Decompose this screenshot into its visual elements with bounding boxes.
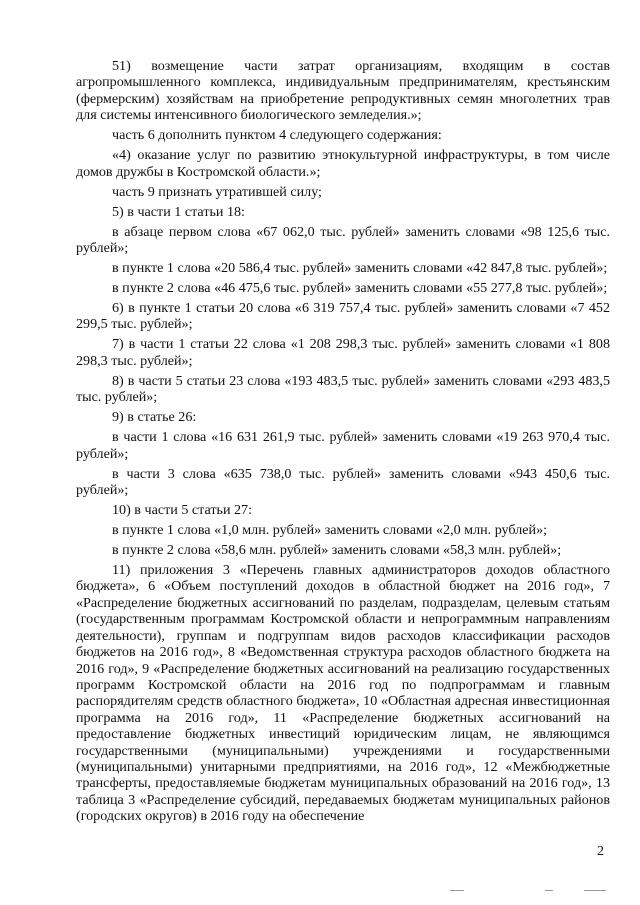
- scan-artifact: [545, 890, 553, 891]
- paragraph-10-point-2: в пункте 2 слова «58,6 млн. рублей» заменить словами «58,3 млн. рублей»;: [112, 542, 562, 559]
- paragraph-5-first: в абзаце первом слова «67 062,0 тыс. рублей» заменить словами «98 125,6 тыс. рублей»;: [76, 223, 610, 257]
- paragraph-item-51: 51) возмещение части затрат организациям, входящим в состав агропромышленного комплекса, индивидуальным предпринимателям, крестьянским (фермерским) хозяйствам на приобретение репродуктивных семян многолетних трав для системы интенсивного биологического земледелия.»;: [76, 58, 610, 124]
- paragraph-10-point-1: в пункте 1 слова «1,0 млн. рублей» заменить словами «2,0 млн. рублей»;: [112, 522, 548, 539]
- paragraph-9-part-1: в части 1 слова «16 631 261,9 тыс. рублей» заменить словами «19 263 970,4 тыс. рублей»;: [76, 429, 610, 462]
- paragraph-part-9: часть 9 признать утратившей силу;: [112, 183, 322, 200]
- paragraph-item-4-quote: «4) оказание услуг по развитию этнокультурной инфраструктуры, в том числе домов дружбы в Костромской области.»;: [76, 147, 610, 180]
- paragraph-9: 9) в статье 26:: [112, 409, 197, 426]
- paragraph-10: 10) в части 5 статьи 27:: [112, 502, 253, 519]
- paragraph-11: 11) приложения 3 «Перечень главных администраторов доходов областного бюджета», 6 «Объем поступлений доходов в областной бюджет на 2016 год», 7 «Распределение бюджетных ассигнований по разделам, подразделам, целевым статьям (государственным программам Костромской области и непрограммным направлениям деятельности), группам и подгруппам видов расходов классификации расходов бюджетов на 2016 год», 8 «Ведомственная структура расходов областного бюджета на 2016 год», 9 «Распределение бюджетных ассигнований на реализацию государственных программ Костромской области на 2016 год по подпрограммам и главным распорядителям средств областного бюджета», 10 «Областная адресная инвестиционная программа на 2016 год», 11 «Распределение бюджетных ассигнований на предоставление бюджетных инвестиций юридическим лицам, не являющимся государственными (муниципальными) учреждениями и государственными (муниципальными) унитарными предприятиями, на 2016 год», 12 «Межбюджетные трансферты, предоставляемые бюджетам муниципальных образований на 2016 год», 13 таблица 3 «Распределение субсидий, передаваемых бюджетам муниципальных районов (городских округов) в 2016 году на обеспечение: [76, 562, 610, 825]
- body-text: [76, 58, 610, 828]
- paragraph-5-point-2: в пункте 2 слова «46 475,6 тыс. рублей» заменить словами «55 277,8 тыс. рублей»;: [112, 280, 608, 297]
- paragraph-8: 8) в части 5 статьи 23 слова «193 483,5 тыс. рублей» заменить словами «293 483,5 тыс. рублей»;: [76, 372, 610, 406]
- scan-artifact: [450, 890, 464, 891]
- page-number: 2: [597, 844, 604, 859]
- paragraph-9-part-3: в части 3 слова «635 738,0 тыс. рублей» заменить словами «943 450,6 тыс. рублей»;: [76, 465, 610, 499]
- paragraph-part-6: часть 6 дополнить пунктом 4 следующего содержания:: [112, 127, 442, 144]
- paragraph-5: 5) в части 1 статьи 18:: [112, 203, 245, 220]
- scan-artifact: [584, 890, 606, 891]
- paragraph-7: 7) в части 1 статьи 22 слова «1 208 298,3 тыс. рублей» заменить словами «1 808 298,3 тыс. рублей»;: [76, 336, 610, 369]
- paragraph-5-point-1: в пункте 1 слова «20 586,4 тыс. рублей» заменить словами «42 847,8 тыс. рублей»;: [112, 260, 608, 277]
- paragraph-6: 6) в пункте 1 статьи 20 слова «6 319 757,4 тыс. рублей» заменить словами «7 452 299,5 тыс. рублей»;: [76, 300, 610, 333]
